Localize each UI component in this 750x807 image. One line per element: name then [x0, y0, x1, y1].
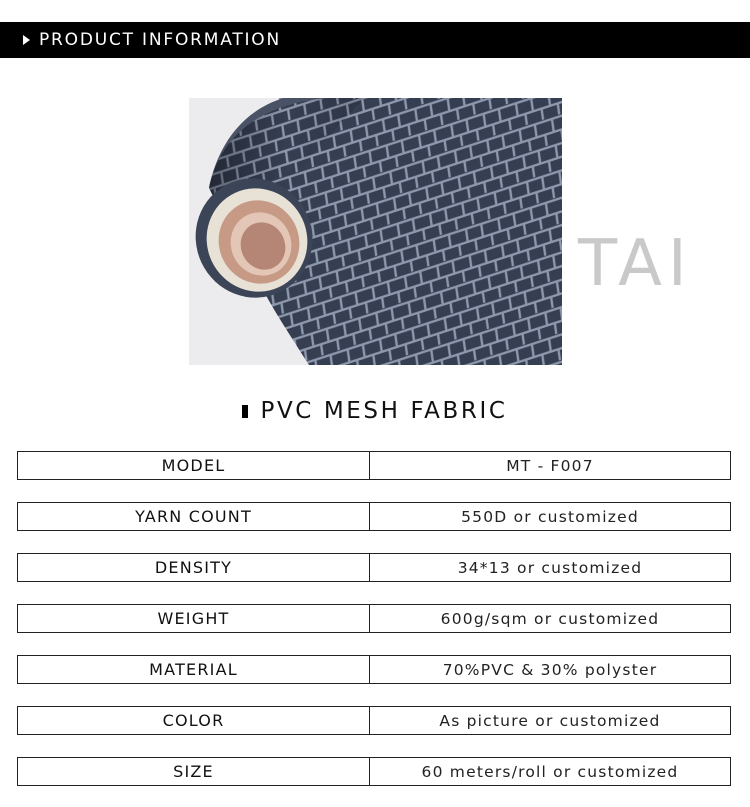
spec-row-material [17, 655, 731, 684]
spec-row-weight [17, 604, 731, 633]
spec-value: 550D or customized [461, 507, 639, 526]
spec-label: MATERIAL [18, 656, 370, 683]
watermark-text: TAI [578, 227, 693, 301]
product-title [0, 396, 750, 426]
spec-label: MODEL [18, 452, 370, 479]
section-header-title: PRODUCT INFORMATION [39, 30, 282, 50]
spec-value: MT - F007 [506, 456, 594, 475]
spec-row-model [17, 451, 731, 480]
product-title-text: PVC MESH FABRIC [260, 398, 508, 424]
spec-value: 600g/sqm or customized [440, 609, 660, 628]
spec-label: SIZE [18, 758, 370, 785]
spec-row-color [17, 706, 731, 735]
spec-label: DENSITY [18, 554, 370, 581]
spec-label: WEIGHT [18, 605, 370, 632]
spec-row-size [17, 757, 731, 786]
spec-label: COLOR [18, 707, 370, 734]
spec-value: As picture or customized [439, 711, 661, 730]
spec-value: 70%PVC & 30% polyster [442, 660, 658, 679]
section-header-bar [0, 22, 750, 58]
spec-row-density [17, 553, 731, 582]
product-image [189, 98, 562, 365]
spec-label: YARN COUNT [18, 503, 370, 530]
spec-value: 34*13 or customized [457, 558, 643, 577]
spec-value: 60 meters/roll or customized [421, 762, 679, 781]
title-marker-icon [242, 405, 248, 418]
spec-row-yarn-count [17, 502, 731, 531]
play-arrow-icon [23, 35, 30, 45]
